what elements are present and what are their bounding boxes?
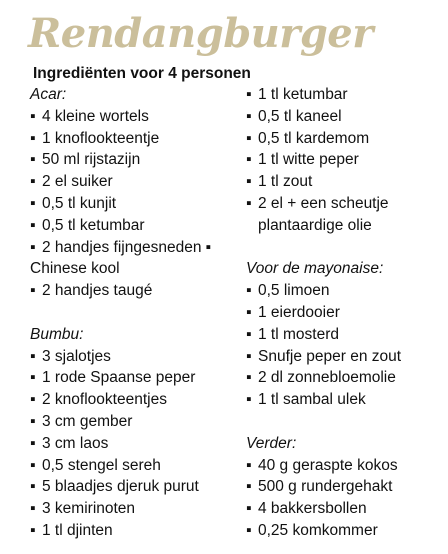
list-item xyxy=(246,149,446,171)
list-item xyxy=(30,389,230,411)
ingredient-text: Snufje peper en zout xyxy=(258,347,402,365)
list-item xyxy=(246,106,446,128)
bullet-icon: ▪ xyxy=(30,282,36,300)
ingredient-text: 1 rode Spaanse peper xyxy=(42,369,196,387)
ingredient-text: 4 bakkersbollen xyxy=(258,500,367,518)
list-item xyxy=(30,237,230,259)
list-item xyxy=(30,476,230,498)
bullet-icon: ▪ xyxy=(246,151,252,169)
list-item xyxy=(246,280,446,302)
list-item xyxy=(30,433,230,455)
list-item xyxy=(246,193,446,215)
bullet-icon: ▪ xyxy=(246,369,252,387)
ingredients-column-left xyxy=(30,84,230,542)
list-item xyxy=(246,302,446,324)
ingredient-text: 50 ml rijstazijn xyxy=(42,151,141,169)
section-heading-acar: Acar: xyxy=(30,86,67,103)
bullet-icon: ▪ xyxy=(30,500,36,518)
ingredient-text: 2 el suiker xyxy=(42,173,113,191)
section-heading-verder: Verder: xyxy=(246,434,297,452)
bullet-icon: ▪ xyxy=(246,194,252,212)
bullet-icon: ▪ xyxy=(30,434,36,452)
bullet-icon: ▪ xyxy=(30,369,36,387)
ingredient-text: 3 cm laos xyxy=(42,434,109,452)
bullet-icon: ▪ xyxy=(30,173,36,191)
section-heading-bumbu: Bumbu: xyxy=(30,325,84,343)
ingredient-text: 500 g rundergehakt xyxy=(258,478,393,496)
section-heading-mayonaise: Voor de mayonaise: xyxy=(246,260,384,278)
ingredient-text: 0,5 limoen xyxy=(258,282,330,300)
bullet-icon: ▪ xyxy=(246,456,252,474)
bullet-icon: ▪ xyxy=(30,347,36,365)
ingredient-text: 2 knoflookteentjes xyxy=(42,391,167,409)
ingredient-text: 0,5 tl kunjit xyxy=(42,194,117,212)
ingredient-text: 1 tl zout xyxy=(258,173,313,191)
ingredient-text: 2 dl zonnebloemolie xyxy=(258,369,396,387)
bullet-icon: ▪ xyxy=(246,303,252,321)
list-item xyxy=(30,346,230,368)
list-item xyxy=(30,215,230,237)
ingredient-text: 0,25 komkommer xyxy=(258,521,378,539)
bullet-icon: ▪ xyxy=(246,500,252,518)
ingredients-column-right xyxy=(246,84,446,542)
bullet-icon: ▪ xyxy=(246,173,252,191)
ingredient-text: 1 eierdooier xyxy=(258,303,340,321)
list-item xyxy=(30,280,230,302)
list-item xyxy=(246,346,446,368)
list-item xyxy=(246,389,446,411)
bullet-icon: ▪ xyxy=(246,478,252,496)
bullet-icon: ▪ xyxy=(30,238,36,256)
ingredient-text: 1 tl sambal ulek xyxy=(258,391,366,409)
bullet-icon: ▪ xyxy=(30,151,36,169)
list-item xyxy=(246,498,446,520)
ingredient-text: 0,5 tl kardemom xyxy=(258,129,370,147)
list-item xyxy=(246,324,446,346)
bullet-icon: ▪ xyxy=(246,86,252,103)
bullet-icon: ▪ xyxy=(246,282,252,300)
list-item xyxy=(246,367,446,389)
ingredient-text: 1 tl ketumbar xyxy=(258,86,348,103)
list-item xyxy=(30,367,230,389)
list-item xyxy=(30,128,230,150)
list-item xyxy=(246,476,446,498)
bullet-icon: ▪ xyxy=(30,216,36,234)
servings-subtitle: Ingrediënten voor 4 personen xyxy=(33,65,251,82)
list-item xyxy=(30,171,230,193)
bullet-icon: ▪ xyxy=(30,478,36,496)
list-item xyxy=(30,455,230,477)
bullet-icon: ▪ xyxy=(30,107,36,125)
list-item xyxy=(246,128,446,150)
list-item xyxy=(30,411,230,433)
bullet-icon: ▪ xyxy=(246,325,252,343)
ingredient-text: 0,5 tl ketumbar xyxy=(42,216,145,234)
bullet-icon: ▪ xyxy=(30,412,36,430)
bullet-icon: ▪ xyxy=(30,391,36,409)
ingredient-text: 40 g geraspte kokos xyxy=(258,456,398,474)
list-item xyxy=(246,171,446,193)
list-item xyxy=(30,149,230,171)
bullet-icon: ▪ xyxy=(246,521,252,539)
bullet-icon: ▪ xyxy=(205,238,211,256)
bullet-icon: ▪ xyxy=(30,129,36,147)
list-item-continuation: Chinese kool xyxy=(30,260,120,278)
ingredient-text: 2 handjes fijngesneden xyxy=(42,238,202,256)
ingredient-text: 2 handjes taugé xyxy=(42,282,153,300)
list-item xyxy=(246,84,446,106)
ingredient-text: 1 knoflookteentje xyxy=(42,129,160,147)
ingredient-text: 1 tl witte peper xyxy=(258,151,359,169)
bullet-icon: ▪ xyxy=(246,129,252,147)
bullet-icon: ▪ xyxy=(246,391,252,409)
ingredient-text: 1 tl djinten xyxy=(42,521,113,539)
ingredient-text: 2 el + een scheutje xyxy=(258,194,389,212)
ingredient-text: 0,5 stengel sereh xyxy=(42,456,161,474)
list-item xyxy=(30,498,230,520)
bullet-icon: ▪ xyxy=(246,347,252,365)
bullet-icon: ▪ xyxy=(30,521,36,539)
list-item xyxy=(30,193,230,215)
list-item-continuation: plantaardige olie xyxy=(258,216,372,234)
ingredient-text: 5 blaadjes djeruk purut xyxy=(42,478,199,496)
bullet-icon: ▪ xyxy=(30,456,36,474)
ingredient-text: 3 sjalotjes xyxy=(42,347,111,365)
ingredient-text: 3 kemirinoten xyxy=(42,500,136,518)
list-item xyxy=(246,520,446,542)
recipe-title: Rendangburger xyxy=(28,10,373,57)
list-item xyxy=(30,106,230,128)
ingredient-text: 3 cm gember xyxy=(42,412,133,430)
bullet-icon: ▪ xyxy=(30,194,36,212)
ingredient-text: 1 tl mosterd xyxy=(258,325,339,343)
bullet-icon: ▪ xyxy=(246,107,252,125)
ingredient-text: 4 kleine wortels xyxy=(42,107,149,125)
ingredient-text: 0,5 tl kaneel xyxy=(258,107,342,125)
list-item xyxy=(30,520,230,542)
list-item xyxy=(246,455,446,477)
